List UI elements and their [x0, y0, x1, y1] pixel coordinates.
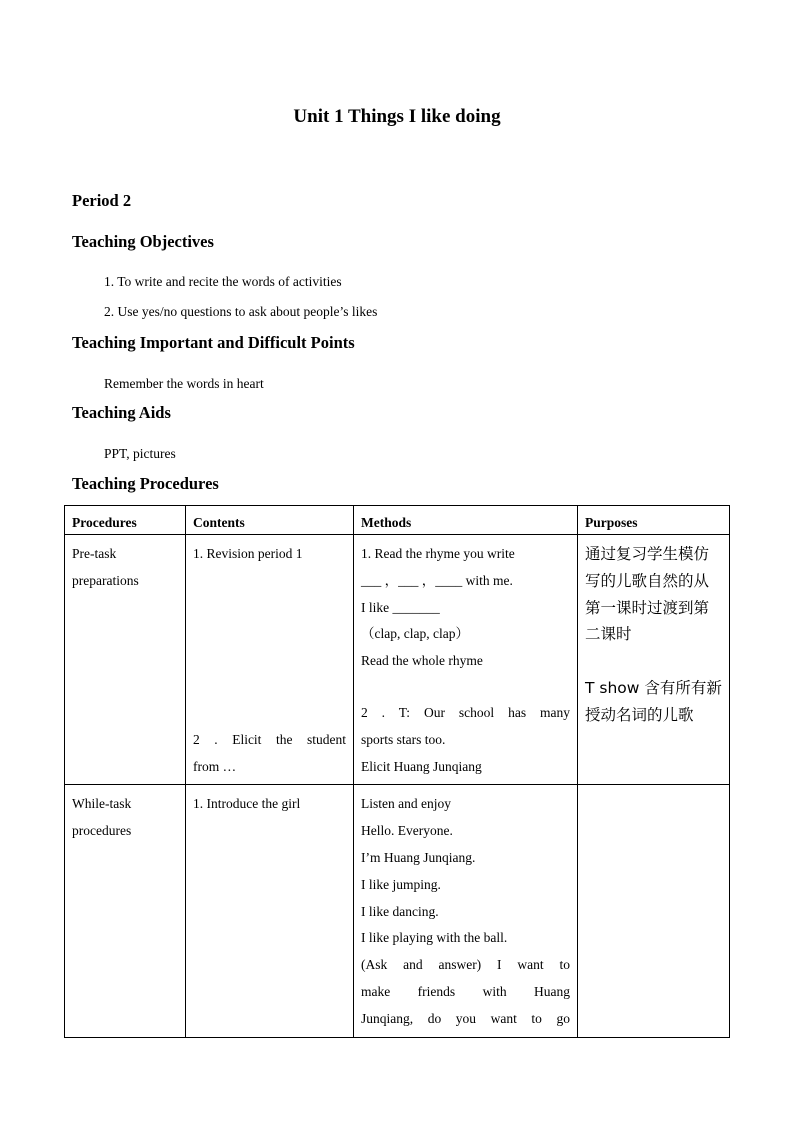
column-header: Contents — [186, 506, 354, 535]
table-row — [65, 785, 730, 1037]
procedure-line: procedures — [72, 823, 132, 839]
column-header: Procedures — [65, 506, 186, 535]
purposes-line: 通过复习学生模仿 — [585, 545, 710, 563]
procedures-table — [64, 505, 730, 1038]
methods-line: Junqiang, do you want to go — [361, 1010, 570, 1026]
purposes-cell — [578, 785, 730, 1037]
procedure-line: preparations — [72, 572, 139, 588]
purposes-cell — [578, 535, 730, 785]
methods-cell — [354, 535, 578, 785]
column-header: Purposes — [578, 506, 730, 535]
procedure-cell — [65, 785, 186, 1037]
teaching-aids-text: PPT, pictures — [104, 446, 176, 461]
period-heading: Period 2 — [72, 191, 132, 210]
contents-cell — [186, 785, 354, 1037]
purposes-line: 第一课时过渡到第 — [585, 598, 710, 617]
methods-line: Hello. Everyone. — [361, 823, 453, 839]
methods-cell — [354, 785, 578, 1037]
table-header-row — [65, 506, 730, 535]
methods-line: ___ ，___ ，____ with me. — [361, 572, 513, 588]
objective-item: 1. To write and recite the words of activities — [104, 274, 342, 289]
methods-line: I like _______ — [361, 599, 440, 615]
methods-line: make friends with Huang — [361, 983, 570, 999]
methods-line: sports stars too. — [361, 731, 446, 747]
methods-line: (Ask and answer) I want to — [361, 957, 570, 973]
methods-line: I like jumping. — [361, 876, 441, 892]
methods-line: 1. Read the rhyme you write — [361, 546, 515, 561]
purposes-line: 授动名词的儿歌 — [585, 705, 694, 724]
procedure-cell — [65, 535, 186, 785]
methods-line: Listen and enjoy — [361, 796, 451, 812]
procedures-heading: Teaching Procedures — [72, 474, 219, 493]
important-points-text: Remember the words in heart — [104, 376, 264, 391]
methods-line: 2 . T: Our school has many — [361, 704, 570, 720]
methods-line: I like playing with the ball. — [361, 930, 508, 946]
objectives-heading: Teaching Objectives — [72, 232, 214, 251]
methods-line: Elicit Huang Junqiang — [361, 758, 482, 774]
methods-line: （clap, clap, clap） — [361, 626, 469, 642]
contents-line: 1. Introduce the girl — [193, 796, 301, 812]
objective-item: 2. Use yes/no questions to ask about people’s likes — [104, 304, 378, 319]
purposes-line: 写的儿歌自然的从 — [585, 571, 710, 590]
column-header: Methods — [354, 506, 578, 535]
teaching-aids-heading: Teaching Aids — [72, 403, 171, 422]
purposes-line: T show 含有所有新 — [585, 678, 722, 697]
purposes-line: 二课时 — [585, 625, 632, 644]
procedure-line: While-task — [72, 796, 132, 812]
contents-line: 2 . Elicit the student — [193, 731, 346, 747]
procedure-line: Pre-task — [72, 546, 117, 561]
contents-line: 1. Revision period 1 — [193, 546, 303, 561]
methods-line: I like dancing. — [361, 903, 439, 919]
document-title: Unit 1 Things I like doing — [293, 106, 501, 127]
methods-line: I’m Huang Junqiang. — [361, 849, 476, 865]
table-row — [65, 535, 730, 785]
contents-line: from … — [193, 758, 237, 774]
methods-line: Read the whole rhyme — [361, 653, 483, 669]
contents-cell — [186, 535, 354, 785]
important-points-heading: Teaching Important and Difficult Points — [72, 333, 355, 352]
